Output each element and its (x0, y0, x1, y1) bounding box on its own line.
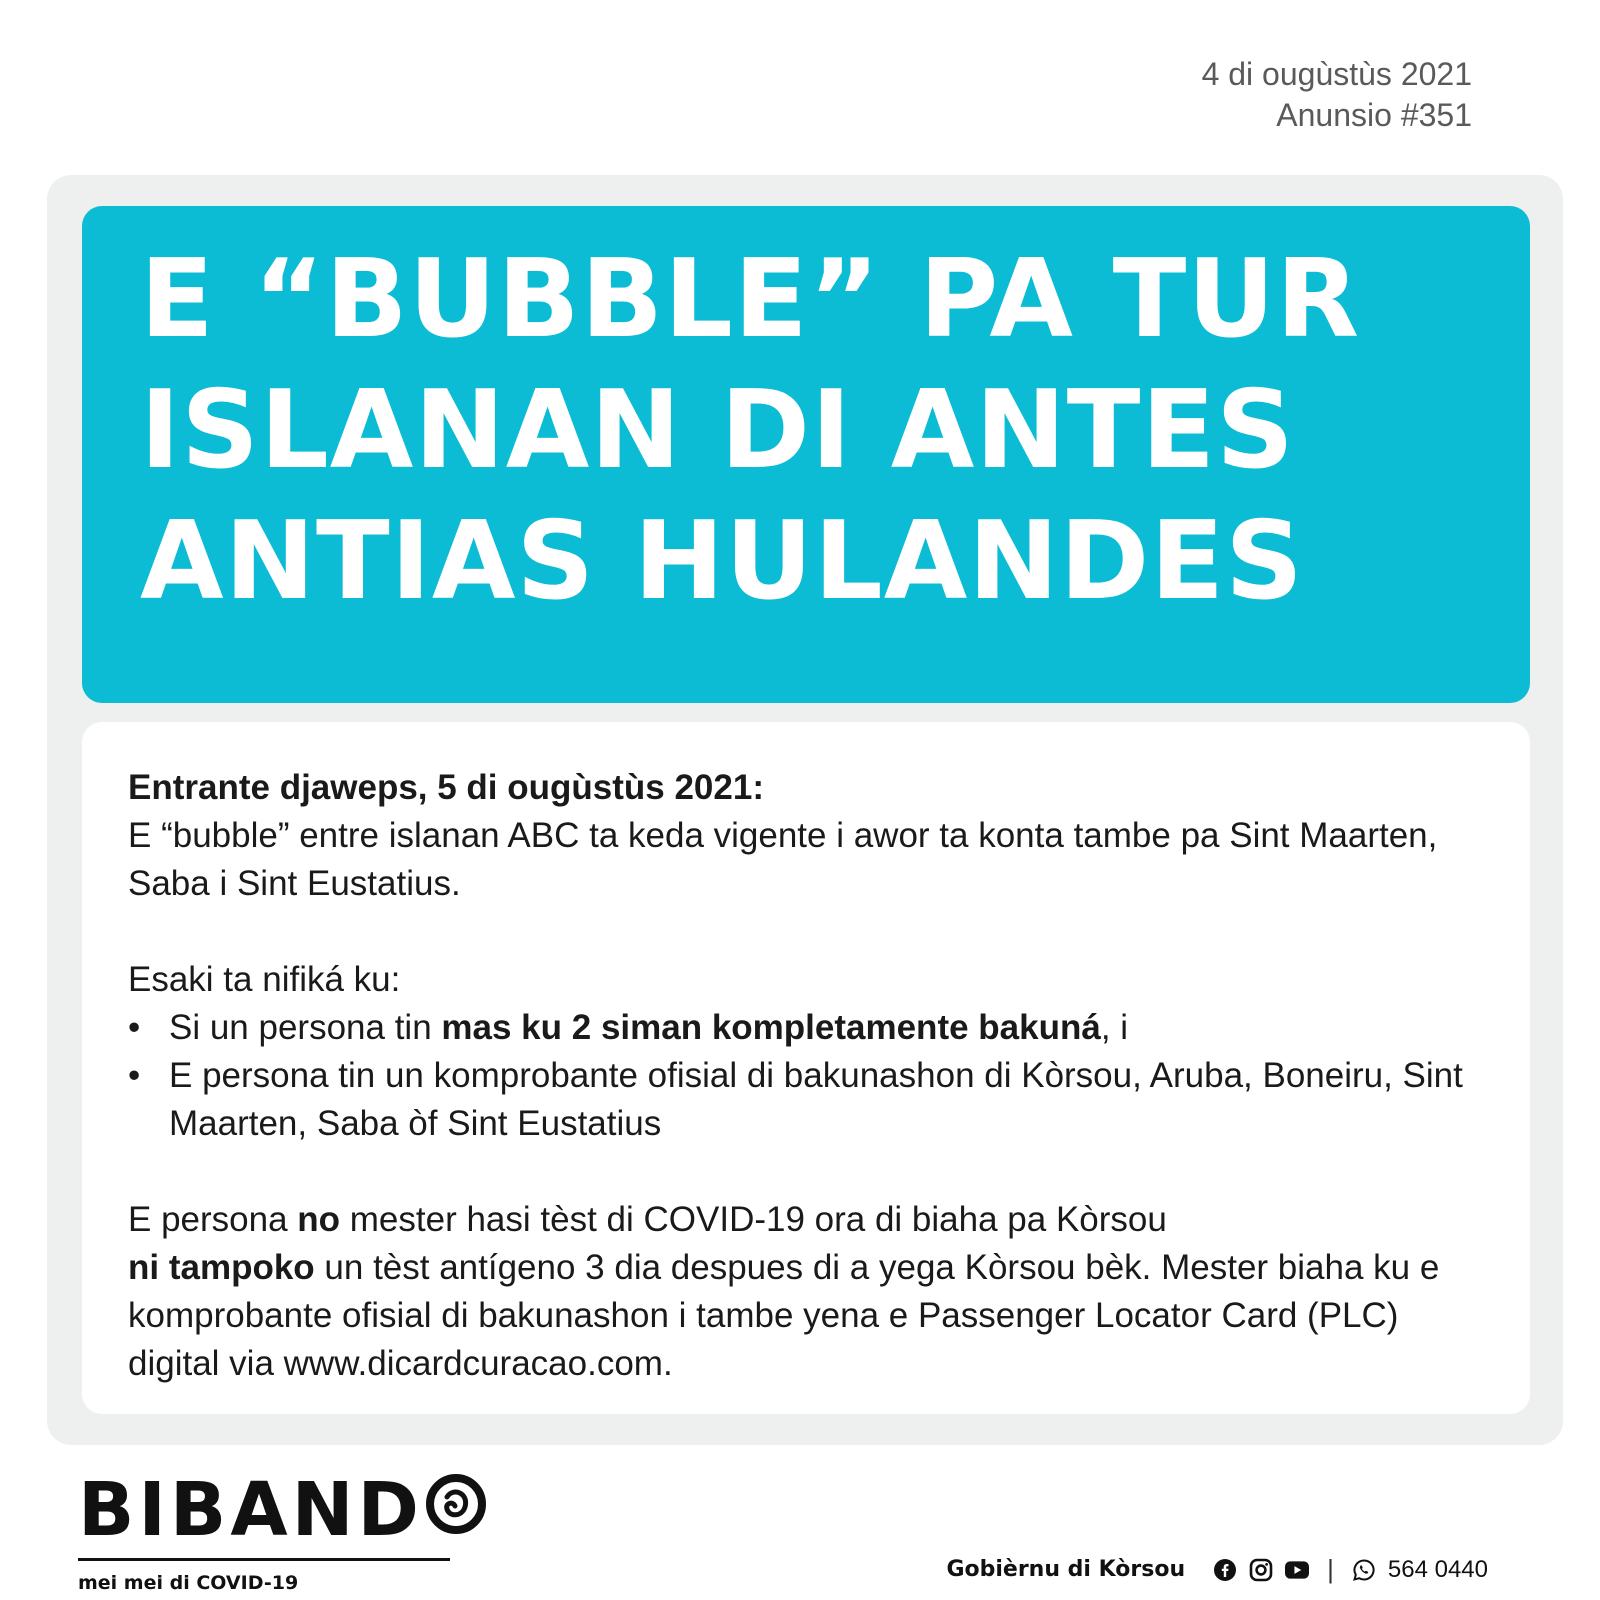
body-card (82, 722, 1530, 1414)
body-text (128, 764, 1488, 1388)
emphasis-vaccinated: mas ku 2 siman kompletamente bakuná (441, 1008, 1101, 1047)
emphasis-ni-tampoko: ni tampoko (128, 1248, 315, 1287)
facebook-icon[interactable] (1213, 1558, 1237, 1582)
headline-line-1: E “BUBBLE” PA TUR (140, 237, 1361, 362)
headline-line-2: ISLANAN DI ANTES (140, 368, 1295, 493)
intro-text: E “bubble” entre islanan ABC ta keda vigente i awor ta konta tambe pa Sint Maarten, Saba i Sint Eustatius. (128, 816, 1438, 903)
footer-separator: | (1327, 1554, 1334, 1584)
logo-wordmark: BIBAND (78, 1467, 423, 1553)
announcement-date: 4 di ougùstùs 2021 (1201, 56, 1472, 92)
embryo-o-icon (425, 1470, 487, 1550)
bullet: • (128, 1008, 141, 1047)
test-requirements: E persona no mester hasi tèst di COVID-19 ora di biaha pa Kòrsou ni tampoko un tèst antígeno 3 dia despues di a yega Kòrsou bèk. Mester biaha ku e komprobante ofisial di bakunashon i tambe yena e Passenger Locator Card (PLC) digital via www.dicardcuracao.com. (128, 1200, 1440, 1383)
youtube-icon[interactable] (1285, 1558, 1309, 1582)
headline (140, 234, 1360, 627)
instagram-icon[interactable] (1249, 1558, 1273, 1582)
meaning-heading: Esaki ta nifiká ku: (128, 960, 401, 999)
emphasis-no: no (297, 1200, 341, 1239)
announcement-number: Anunsio #351 (1276, 97, 1472, 133)
government-name: Gobièrnu di Kòrsou (946, 1557, 1186, 1582)
conditions-list (128, 1004, 1488, 1148)
list-item: • E persona tin un komprobante ofisial di bakunashon di Kòrsou, Aruba, Boneiru, Sint Maarten, Saba òf Sint Eustatius (128, 1052, 1488, 1148)
phone-number[interactable]: 564 0440 (1387, 1555, 1488, 1583)
logo-divider (78, 1558, 450, 1561)
logo-tagline: mei mei di COVID-19 (78, 1572, 299, 1594)
headline-banner (82, 206, 1530, 703)
whatsapp-icon[interactable] (1352, 1558, 1376, 1582)
announcement-meta (1202, 54, 1472, 136)
list-item: • Si un persona tin mas ku 2 siman kompletamente bakuná, i (128, 1004, 1488, 1052)
bibando-logo (78, 1467, 454, 1594)
intro-heading: Entrante djaweps, 5 di ougùstùs 2021: (128, 768, 764, 807)
bullet: • (128, 1056, 141, 1095)
headline-line-3: ANTIAS HULANDES (140, 499, 1304, 624)
footer (946, 1554, 1488, 1585)
